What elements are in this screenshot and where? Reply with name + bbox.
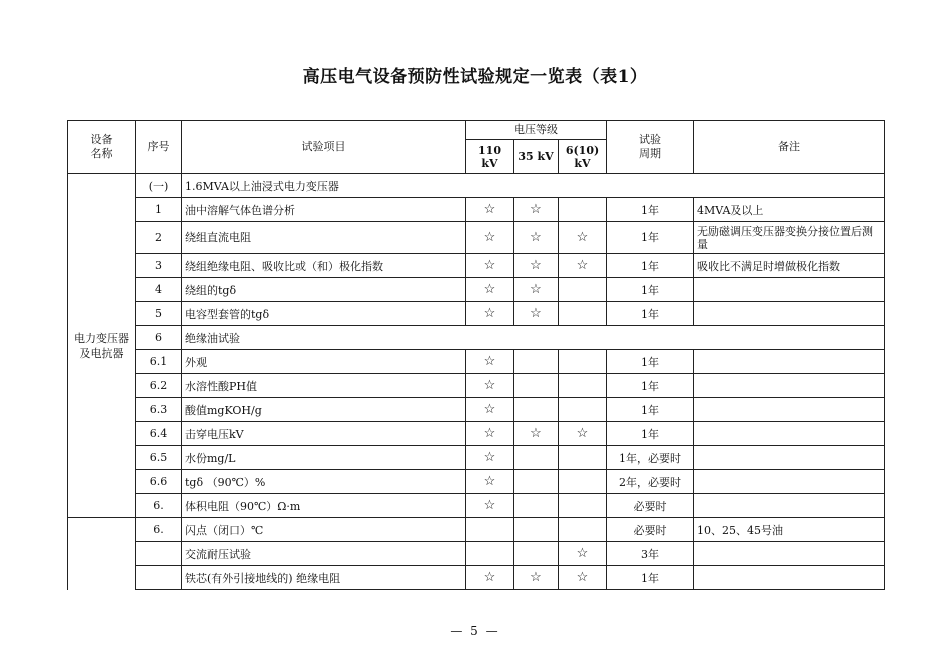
mark-6-10kv: ☆ xyxy=(559,222,607,254)
remark-cell xyxy=(694,446,885,470)
seq-cell: 6.4 xyxy=(136,422,182,446)
seq-cell xyxy=(136,542,182,566)
remark-cell xyxy=(694,374,885,398)
seq-cell: 4 xyxy=(136,278,182,302)
item-cell: 交流耐压试验 xyxy=(182,542,466,566)
mark-110kv: ☆ xyxy=(466,422,514,446)
period-cell: 必要时 xyxy=(607,494,694,518)
header-voltage-group: 电压等级 xyxy=(466,121,607,140)
mark-6-10kv xyxy=(559,302,607,326)
period-cell: 1年 xyxy=(607,198,694,222)
header-seq: 序号 xyxy=(136,121,182,174)
item-cell: 油中溶解气体色谱分析 xyxy=(182,198,466,222)
period-cell: 1年 xyxy=(607,374,694,398)
mark-6-10kv xyxy=(559,198,607,222)
table-row xyxy=(68,470,885,494)
table-row xyxy=(68,374,885,398)
remark-cell xyxy=(694,302,885,326)
mark-6-10kv: ☆ xyxy=(559,542,607,566)
period-cell: 必要时 xyxy=(607,518,694,542)
table-row xyxy=(68,350,885,374)
table-row xyxy=(68,254,885,278)
table-row xyxy=(68,494,885,518)
mark-35kv: ☆ xyxy=(514,278,559,302)
mark-35kv: ☆ xyxy=(514,422,559,446)
mark-110kv: ☆ xyxy=(466,198,514,222)
remark-cell xyxy=(694,542,885,566)
mark-6-10kv: ☆ xyxy=(559,422,607,446)
mark-6-10kv xyxy=(559,278,607,302)
mark-35kv xyxy=(514,374,559,398)
item-cell: 电容型套管的tgδ xyxy=(182,302,466,326)
mark-110kv: ☆ xyxy=(466,398,514,422)
header-item: 试验项目 xyxy=(182,121,466,174)
table-row xyxy=(68,542,885,566)
mark-110kv xyxy=(466,542,514,566)
table-row xyxy=(68,326,885,350)
item-cell: 绕组绝缘电阻、吸收比或（和）极化指数 xyxy=(182,254,466,278)
item-cell: 外观 xyxy=(182,350,466,374)
mark-110kv: ☆ xyxy=(466,446,514,470)
header-35kv: 35 kV xyxy=(514,140,559,174)
item-cell: 绕组直流电阻 xyxy=(182,222,466,254)
period-cell: 1年 xyxy=(607,302,694,326)
mark-110kv: ☆ xyxy=(466,302,514,326)
page-number: — 5 — xyxy=(450,624,500,638)
table-row xyxy=(68,222,885,254)
mark-6-10kv: ☆ xyxy=(559,566,607,590)
table-row xyxy=(68,278,885,302)
mark-35kv xyxy=(514,494,559,518)
table-row xyxy=(68,518,885,542)
header-row-1 xyxy=(68,121,885,140)
seq-cell: 6.5 xyxy=(136,446,182,470)
device-group-cell-continued xyxy=(68,518,136,590)
item-cell: tgδ （90℃）% xyxy=(182,470,466,494)
mark-35kv xyxy=(514,350,559,374)
table-row xyxy=(68,398,885,422)
seq-cell: 6.1 xyxy=(136,350,182,374)
item-cell: 体积电阻（90℃）Ω·m xyxy=(182,494,466,518)
mark-35kv: ☆ xyxy=(514,222,559,254)
remark-cell xyxy=(694,422,885,446)
seq-cell: 6 xyxy=(136,326,182,350)
item-cell: 水溶性酸PH值 xyxy=(182,374,466,398)
mark-6-10kv xyxy=(559,494,607,518)
mark-110kv: ☆ xyxy=(466,494,514,518)
period-cell: 1年 xyxy=(607,422,694,446)
mark-110kv: ☆ xyxy=(466,222,514,254)
period-cell: 1年 xyxy=(607,566,694,590)
remark-cell xyxy=(694,566,885,590)
remark-cell: 4MVA及以上 xyxy=(694,198,885,222)
remark-cell xyxy=(694,350,885,374)
mark-110kv: ☆ xyxy=(466,374,514,398)
table-row xyxy=(68,446,885,470)
header-6-10kv: 6(10) kV xyxy=(559,140,607,174)
period-cell: 1年 xyxy=(607,350,694,374)
mark-35kv xyxy=(514,470,559,494)
mark-35kv xyxy=(514,542,559,566)
remark-cell xyxy=(694,470,885,494)
mark-35kv xyxy=(514,446,559,470)
seq-cell: 2 xyxy=(136,222,182,254)
item-cell: 酸值mgKOH/g xyxy=(182,398,466,422)
table-row xyxy=(68,198,885,222)
mark-35kv: ☆ xyxy=(514,302,559,326)
seq-cell: 6.3 xyxy=(136,398,182,422)
mark-110kv: ☆ xyxy=(466,566,514,590)
mark-110kv: ☆ xyxy=(466,350,514,374)
mark-6-10kv xyxy=(559,470,607,494)
remark-cell: 无励磁调压变压器变换分接位置后测量 xyxy=(694,222,885,254)
item-cell: 铁芯(有外引接地线的) 绝缘电阻 xyxy=(182,566,466,590)
mark-110kv: ☆ xyxy=(466,254,514,278)
seq-cell xyxy=(136,566,182,590)
seq-cell: (一) xyxy=(136,174,182,198)
mark-6-10kv: ☆ xyxy=(559,254,607,278)
seq-cell: 1 xyxy=(136,198,182,222)
mark-110kv: ☆ xyxy=(466,470,514,494)
period-cell: 1年 xyxy=(607,398,694,422)
seq-cell: 6.6 xyxy=(136,470,182,494)
device-group-cell: 电力变压器 及电抗器 xyxy=(68,174,136,518)
seq-cell: 6. xyxy=(136,518,182,542)
table-row xyxy=(68,566,885,590)
header-remark: 备注 xyxy=(694,121,885,174)
mark-35kv: ☆ xyxy=(514,198,559,222)
mark-6-10kv xyxy=(559,374,607,398)
period-cell: 1年，必要时 xyxy=(607,446,694,470)
mark-6-10kv xyxy=(559,518,607,542)
mark-6-10kv xyxy=(559,446,607,470)
mark-110kv xyxy=(466,518,514,542)
header-110kv: 110 kV xyxy=(466,140,514,174)
table-row xyxy=(68,422,885,446)
item-cell: 绕组的tgδ xyxy=(182,278,466,302)
seq-cell: 3 xyxy=(136,254,182,278)
table-row xyxy=(68,174,885,198)
section-heading-cell: 绝缘油试验 xyxy=(182,326,885,350)
period-cell: 2年，必要时 xyxy=(607,470,694,494)
header-device-name: 设备 名称 xyxy=(68,121,136,174)
item-cell: 水份mg/L xyxy=(182,446,466,470)
test-regulation-table xyxy=(67,120,885,590)
period-cell: 1年 xyxy=(607,222,694,254)
item-cell: 闪点（闭口）℃ xyxy=(182,518,466,542)
remark-cell xyxy=(694,278,885,302)
period-cell: 3年 xyxy=(607,542,694,566)
table-row xyxy=(68,302,885,326)
mark-35kv xyxy=(514,398,559,422)
period-cell: 1年 xyxy=(607,254,694,278)
mark-35kv xyxy=(514,518,559,542)
mark-6-10kv xyxy=(559,350,607,374)
item-cell: 击穿电压kV xyxy=(182,422,466,446)
seq-cell: 6.2 xyxy=(136,374,182,398)
header-period: 试验 周期 xyxy=(607,121,694,174)
remark-cell xyxy=(694,494,885,518)
document-title: 高压电气设备预防性试验规定一览表（表1） xyxy=(302,67,648,87)
mark-35kv: ☆ xyxy=(514,254,559,278)
remark-cell xyxy=(694,398,885,422)
section-heading-cell: 1.6MVA以上油浸式电力变压器 xyxy=(182,174,885,198)
mark-35kv: ☆ xyxy=(514,566,559,590)
remark-cell: 吸收比不满足时增做极化指数 xyxy=(694,254,885,278)
seq-cell: 6. xyxy=(136,494,182,518)
mark-6-10kv xyxy=(559,398,607,422)
remark-cell: 10、25、45号油 xyxy=(694,518,885,542)
period-cell: 1年 xyxy=(607,278,694,302)
seq-cell: 5 xyxy=(136,302,182,326)
mark-110kv: ☆ xyxy=(466,278,514,302)
